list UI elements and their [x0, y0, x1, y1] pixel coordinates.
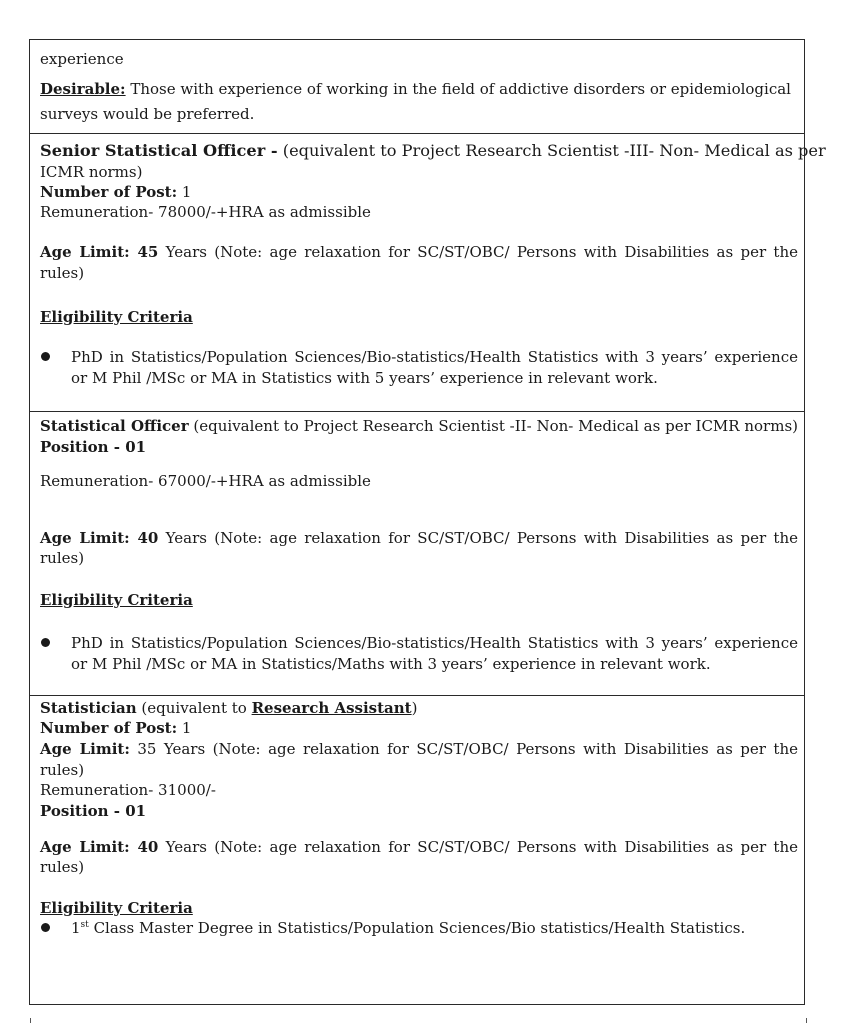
statistical-title-line [40, 416, 798, 436]
statistician-age1-note-2: rules) [40, 761, 85, 779]
statistician-equiv-prefix: (equivalent to [136, 699, 252, 717]
statistician-eligibility-heading: Eligibility Criteria [40, 899, 193, 917]
statistical-officer-section [30, 411, 804, 696]
senior-title-line [40, 141, 826, 161]
senior-age-line [40, 242, 798, 262]
statistical-age-line [40, 528, 798, 548]
statistician-age2-note-2: rules) [40, 858, 85, 876]
statistician-age-line-1 [40, 739, 798, 759]
senior-age-label: Age Limit: [40, 243, 130, 261]
statistical-position: Position - 01 [40, 438, 147, 456]
senior-remuneration: Remuneration- 78000/-+HRA as admissible [40, 203, 371, 221]
statistician-equiv-bold: Research Assistant [251, 699, 412, 717]
senior-age-value: 45 [129, 243, 159, 261]
senior-posts-value: 1 [177, 183, 192, 201]
senior-posts-line [40, 182, 798, 202]
senior-age-note-2: rules) [40, 264, 85, 282]
senior-statistical-officer-section [30, 133, 826, 412]
statistician-age2-value: 40 [129, 838, 159, 856]
senior-title: Senior Statistical Officer - [40, 141, 278, 160]
senior-equiv: (equivalent to Project Research Scientist -III- Non- Medical as per [277, 141, 826, 160]
senior-criteria-line-2: or M Phil /MSc or MA in Statistics with 5 years’ experience in relevant work. [71, 369, 658, 387]
statistician-equiv-suffix: ) [411, 699, 418, 717]
statistician-age1-value: 35 Years (Note: age relaxation for SC/ST/OBC/ Persons with Disabilities as per the [129, 740, 798, 758]
page-edge-mark [30, 1018, 31, 1023]
statistician-age2-label: Age Limit: [40, 838, 130, 856]
senior-eligibility-heading: Eligibility Criteria [40, 308, 193, 326]
statistical-age-label: Age Limit: [40, 529, 130, 547]
intro-section [30, 40, 804, 133]
statistician-posts-line [40, 718, 798, 738]
statistician-position: Position - 01 [40, 802, 147, 820]
page-edge-mark [806, 1018, 807, 1023]
statistical-age-note: Years (Note: age relaxation for SC/ST/OBC/ Persons with Disabilities as per the [158, 529, 798, 547]
statistical-title: Statistical Officer [40, 417, 189, 435]
statistician-posts-value: 1 [177, 719, 192, 737]
senior-posts-label: Number of Post: [40, 183, 178, 201]
desirable-line [40, 79, 798, 99]
statistician-title: Statistician [40, 699, 137, 717]
statistician-age1-label: Age Limit: [40, 740, 130, 758]
statistician-age2-note: Years (Note: age relaxation for SC/ST/OBC/ Persons with Disabilities as per the [158, 838, 798, 856]
statistician-title-line [40, 698, 798, 718]
statistical-remuneration: Remuneration- 67000/-+HRA as admissible [40, 472, 371, 490]
senior-equiv-line-2: ICMR norms) [40, 163, 143, 181]
statistical-eligibility-heading: Eligibility Criteria [40, 591, 193, 609]
statistician-posts-label: Number of Post: [40, 719, 178, 737]
statistical-bullet-icon [41, 638, 50, 647]
desirable-label: Desirable: [40, 80, 126, 98]
statistical-age-value: 40 [129, 529, 159, 547]
statistical-age-note-2: rules) [40, 549, 85, 567]
statistical-equiv: (equivalent to Project Research Scientist -II- Non- Medical as per ICMR norms) [188, 417, 798, 435]
senior-criteria-line-1: PhD in Statistics/Population Sciences/Bio-statistics/Health Statistics with 3 years’ experience [71, 348, 798, 366]
statistician-section [30, 695, 804, 1004]
desirable-line-2: surveys would be preferred. [40, 105, 255, 123]
senior-age-note: Years (Note: age relaxation for SC/ST/OBC/ Persons with Disabilities as per the [158, 243, 798, 261]
statistician-criteria-line: 1st Class Master Degree in Statistics/Population Sciences/Bio statistics/Health Statistics. [71, 919, 746, 937]
statistical-criteria-line-2: or M Phil /MSc or MA in Statistics/Maths with 3 years’ experience in relevant work. [71, 655, 711, 673]
desirable-text: Those with experience of working in the field of addictive disorders or epidemiological [125, 80, 791, 98]
document-frame [29, 39, 826, 1005]
senior-bullet-icon [41, 352, 50, 361]
intro-line: experience [40, 50, 124, 68]
statistician-age-line-2 [40, 837, 798, 857]
statistician-remuneration: Remuneration- 31000/- [40, 781, 216, 799]
statistical-criteria-line-1: PhD in Statistics/Population Sciences/Bio-statistics/Health Statistics with 3 years’ experience [71, 634, 798, 652]
statistician-bullet-icon [41, 923, 50, 932]
